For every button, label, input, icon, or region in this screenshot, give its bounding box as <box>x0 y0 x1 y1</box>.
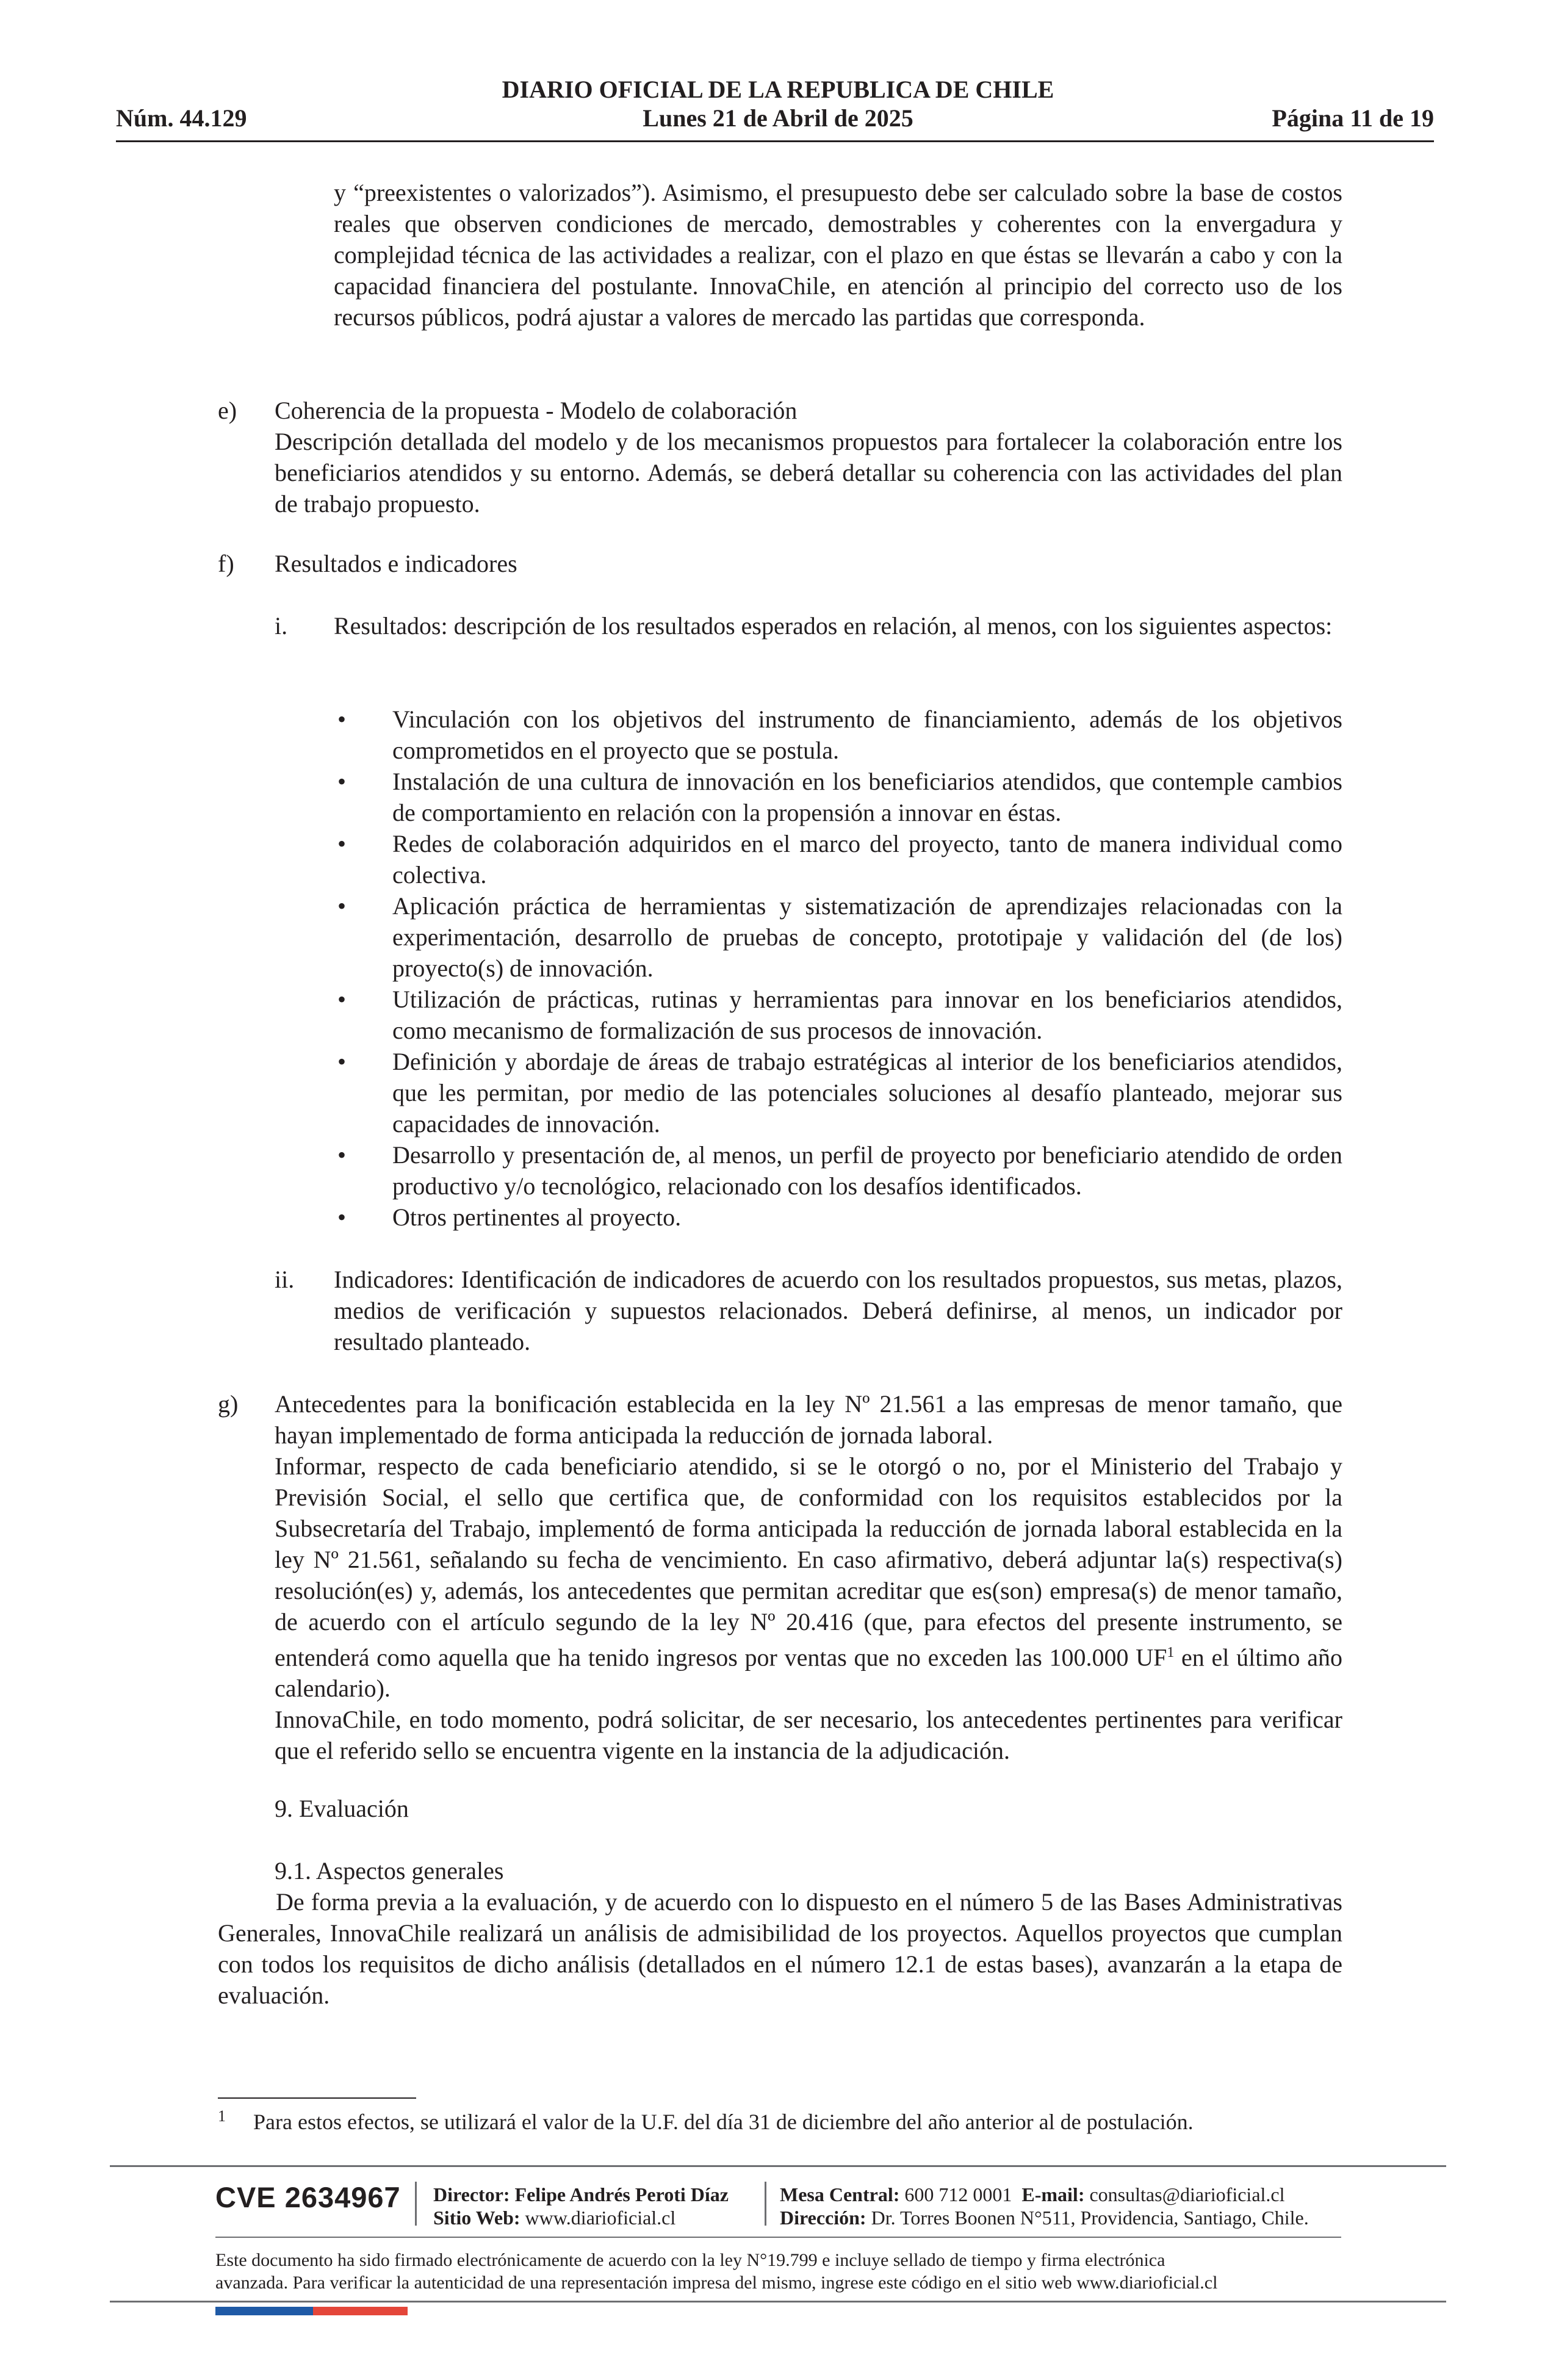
section-g-text-2: InnovaChile, en todo momento, podrá solicitar, de ser necesario, los antecedentes pertinentes para verificar que el referido sello se encuentra vigente en la instancia de la adjudicación. <box>275 1706 1342 1765</box>
address-label: Dirección: <box>780 2207 866 2229</box>
page-indicator: Página 11 de 19 <box>1272 104 1434 132</box>
phone-value: 600 712 0001 <box>904 2183 1012 2205</box>
section-e-text: Descripción detallada del modelo y de los mecanismos propuestos para fortalecer la colaboración entre los beneficiarios atendidos y su entorno. Además, se deberá detallar su coherencia con las actividades del plan de trabajo propuesto. <box>275 428 1342 517</box>
footer-director-block <box>433 2183 729 2229</box>
bullet-item: Vinculación con los objetivos del instrumento de financiamiento, además de los objetivos comprometidos en el proyecto que se postula. <box>392 705 1342 764</box>
footnote-text: Para estos efectos, se utilizará el valor de la U.F. del día 31 de diciembre del año anterior al de postulación. <box>253 2110 1194 2134</box>
cve-code: CVE 2634967 <box>215 2181 401 2213</box>
section-e-label: e) <box>218 397 237 424</box>
bullet-item: Otros pertinentes al proyecto. <box>392 1203 682 1231</box>
item-ii-text: Indicadores: Identificación de indicadores de acuerdo con los resultados propuestos, sus metas, plazos, medios de verificación y supuestos relacionados. Deberá definirse, al menos, un indicador por resultado planteado. <box>334 1266 1342 1355</box>
footer-contact-block <box>780 2183 1309 2229</box>
section-f-title: Resultados e indicadores <box>275 550 517 577</box>
footer-divider-bottom <box>110 2301 1446 2302</box>
legal-line: avanzada. Para verificar la autenticidad de una representación impresa del mismo, ingrese este código en el sitio web www.diarioficial.cl <box>215 2273 1218 2293</box>
section-g-label: g) <box>218 1390 239 1418</box>
section-g-text-1-main: Informar, respecto de cada beneficiario atendido, si se le otorgó o no, por el Ministerio del Trabajo y Previsión Social, el sello que certifica que, de conformidad con los requisitos establecidos por la Subsecretaría del Trabajo, implementó de forma anticipada la reducción de jornada laboral establecida en la ley Nº 21.561, señalando su fecha de vencimiento. En caso afirmativo, deberá adjuntar la(s) respectiva(s) resolución(es) y, además, los antecedentes que permitan acreditar que es(son) empresa(s) de menor tamaño, de acuerdo con el artículo segundo de la ley Nº 20.416 (que, para efectos del presente instrumento, se entenderá como aquella que ha tenido ingresos por ventas que no exceden las 100.000 UF <box>275 1452 1342 1671</box>
bullet-item: Aplicación práctica de herramientas y sistematización de aprendizajes relacionadas con la experimentación, desarrollo de pruebas de concepto, prototipaje y validación del (de los) proyecto(s) de innovación. <box>392 892 1342 982</box>
bullet-item: Desarrollo y presentación de, al menos, un perfil de proyecto por beneficiario atendido de orden productivo y/o tecnológico, relacionado con los desafíos identificados. <box>392 1141 1342 1200</box>
email-label: E-mail: <box>1021 2183 1085 2205</box>
web-label: Sitio Web: <box>433 2207 520 2229</box>
issue-date: Lunes 21 de Abril de 2025 <box>643 104 913 132</box>
address-value: Dr. Torres Boonen N°511, Providencia, Santiago, Chile. <box>871 2207 1309 2229</box>
footer-separator <box>765 2182 766 2226</box>
bullet-marker: • <box>337 1203 347 1231</box>
bullet-marker: • <box>337 892 347 920</box>
bullet-marker: • <box>337 1048 347 1075</box>
email-link[interactable]: consultas@diarioficial.cl <box>1089 2183 1285 2205</box>
section-g-text-1 <box>275 1451 1342 1704</box>
header-divider <box>116 140 1434 142</box>
legal-notice <box>215 2249 1350 2294</box>
item-i-text: Resultados: descripción de los resultados esperados en relación, al menos, con los siguientes aspectos: <box>334 612 1333 640</box>
section-f-label: f) <box>218 550 234 577</box>
section-g-text-1-end: en el último año calendario). <box>275 1643 1342 1703</box>
bullet-marker: • <box>337 986 347 1013</box>
section-9-1-text: De forma previa a la evaluación, y de acuerdo con lo dispuesto en el número 5 de las Bases Administrativas Generales, InnovaChile realizará un análisis de admisibilidad de los proyectos. Aquellos proyectos que cumplan con todos los requisitos de dicho análisis (detallados en el número 12.1 de estas bases), avanzarán a la etapa de evaluación. <box>218 1888 1342 2009</box>
intro-paragraph: y “preexistentes o valorizados”). Asimismo, el presupuesto debe ser calculado sobre la base de costos reales que observen condiciones de mercado, demostrables y coherentes con la envergadura y complejidad técnica de las actividades a realizar, con el plazo en que éstas se llevarán a cabo y con la capacidad financiera del postulante. InnovaChile, en atención al principio del correcto uso de los recursos públicos, podrá ajustar a valores de mercado las partidas que corresponda. <box>334 179 1342 331</box>
bullet-item: Utilización de prácticas, rutinas y herramientas para innovar en los beneficiarios atendidos, como mecanismo de formalización de sus procesos de innovación. <box>392 986 1342 1044</box>
bullet-marker: • <box>337 830 347 857</box>
bullet-marker: • <box>337 1141 347 1169</box>
flag-bar-blue <box>215 2307 313 2315</box>
section-9-1-subtitle: 9.1. Aspectos generales <box>275 1857 504 1884</box>
bullet-item: Instalación de una cultura de innovación en los beneficiarios atendidos, que contemple cambios de comportamiento en relación con la propensión a innovar en éstas. <box>392 768 1342 826</box>
issue-number: Núm. 44.129 <box>116 104 247 132</box>
flag-bar-red <box>313 2307 408 2315</box>
phone-label: Mesa Central: <box>780 2183 900 2205</box>
section-g <box>275 1388 1342 1766</box>
section-e <box>275 395 1342 519</box>
bullet-item: Redes de colaboración adquiridos en el marco del proyecto, tanto de manera individual como colectiva. <box>392 830 1342 889</box>
item-i-label: i. <box>275 612 288 640</box>
section-9-title: 9. Evaluación <box>275 1795 409 1822</box>
legal-line: Este documento ha sido firmado electrónicamente de acuerdo con la ley N°19.799 e incluye sellado de tiempo y firma electrónica <box>215 2250 1165 2270</box>
footer-divider-mid <box>215 2237 1341 2238</box>
web-link[interactable]: www.diarioficial.cl <box>525 2207 676 2229</box>
bullet-marker: • <box>337 705 347 733</box>
director-label: Director: <box>433 2183 510 2205</box>
footnote-mark: 1 <box>218 2107 226 2125</box>
bullet-marker: • <box>337 768 347 795</box>
bullet-item: Definición y abordaje de áreas de trabajo estratégicas al interior de los beneficiarios atendidos, que les permitan, por medio de las potenciales soluciones al desafío planteado, mejorar sus capacidades de innovación. <box>392 1048 1342 1138</box>
item-ii-label: ii. <box>275 1266 295 1293</box>
footnote-divider <box>218 2097 416 2099</box>
director-name: Felipe Andrés Peroti Díaz <box>514 2183 729 2205</box>
footer-divider-top <box>110 2165 1446 2167</box>
footer-separator <box>415 2182 417 2226</box>
journal-title: DIARIO OFICIAL DE LA REPUBLICA DE CHILE <box>502 76 1054 103</box>
section-e-title: Coherencia de la propuesta - Modelo de colaboración <box>275 397 798 424</box>
footnote-reference: 1 <box>1167 1645 1175 1661</box>
section-g-title: Antecedentes para la bonificación establecida en la ley Nº 21.561 a las empresas de menor tamaño, que hayan implementado de forma anticipada la reducción de jornada laboral. <box>275 1390 1342 1449</box>
